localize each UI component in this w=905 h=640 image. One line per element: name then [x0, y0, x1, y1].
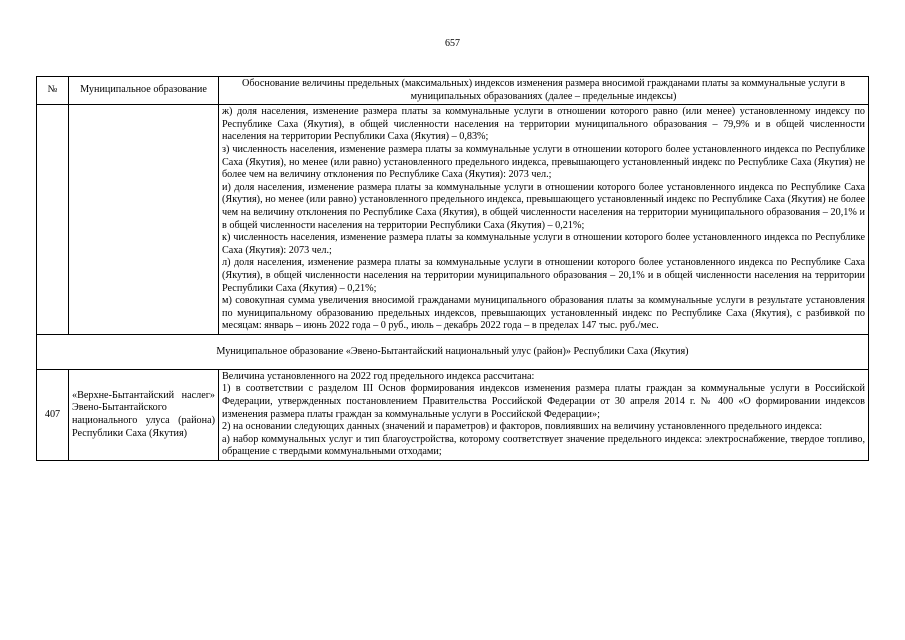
section-title: Муниципальное образование «Эвено-Бытантайский национальный улус (район)» Республики Саха (Якутия)	[37, 334, 869, 369]
table-header-row	[37, 77, 869, 105]
municipality-name: «Верхне-Бытантайский наслег» Эвено-Бытантайского национального улуса (района) Республики Саха (Якутия)	[69, 369, 219, 460]
paragraph-l: л) доля населения, изменение размера платы за коммунальные услуги в отношении которого более установленного индекса по Республике Саха (Якутия), в общей численности населения на территории муниципального образования – 20,1% и в общей численности населения на территории Республики Саха (Якутия) – 0,21%;	[222, 257, 865, 294]
paragraph-1: 1) в соответствии с разделом III Основ формирования индексов изменения размера платы граждан за коммунальные услуги в Российской Федерации, утвержденных постановлением Правительства Российской Федерации от 30 апреля 2014 г. № 400 «О формировании индексов изменения размера платы граждан за коммунальные услуги в Российской Федерации»;	[222, 383, 865, 420]
page-number: 657	[445, 38, 460, 49]
continued-justification-cell	[219, 105, 869, 335]
table-row-407	[37, 369, 869, 460]
paragraph-k: к) численность населения, изменение размера платы за коммунальные услуги в отношении которого более установленного индекса по Республике Саха (Якутия): 2073 чел.;	[222, 232, 865, 256]
paragraph-z: з) численность населения, изменение размера платы за коммунальные услуги в отношении которого более установленного индекса по Республике Саха (Якутия), но менее (или равно) установленного предельного индекса, превышающего установленный индекс по Республике Саха (Якутия) не более чем на величину отклонения по Республике Саха (Якутия): 2073 чел.;	[222, 143, 865, 181]
paragraph-2: 2) на основании следующих данных (значений и параметров) и факторов, повлиявших на величину установленного предельного индекса:	[222, 421, 823, 433]
table-row-continued	[37, 105, 869, 335]
header-number: №	[37, 77, 69, 105]
continued-number-cell	[37, 105, 69, 335]
paragraph-i: и) доля населения, изменение размера платы за коммунальные услуги в отношении которого более установленного индекса по Республике Саха (Якутия), но менее (или равно) установленного предельного индекса, превышающего установленный индекс по Республике Саха (Якутия) не более чем на величину отклонения по Республике Саха (Якутия), в общей численности населения на территории муниципального образования – 20,1% и в общей численности населения на территории Республики Саха (Якутия) – 0,21%;	[222, 181, 865, 231]
continued-municipality-cell	[69, 105, 219, 335]
paragraph-a: а) набор коммунальных услуг и тип благоустройства, которому соответствует значение предельного индекса: электроснабжение, твердое топливо, обращение с твердыми коммунальными отходами;	[222, 433, 865, 458]
paragraph-m: м) совокупная сумма увеличения вносимой гражданами муниципального образования платы за коммунальные услуги в результате установления по муниципальному образованию предельных индексов, превышающих установленный индекс по Республике Саха (Якутия), с разбивкой по месяцам: январь – июнь 2022 года – 0 руб., июль – декабрь 2022 года – в пределах 147 тыс. руб./мес.	[222, 295, 865, 332]
section-row	[37, 334, 869, 369]
justification-table	[36, 76, 869, 461]
header-justification: Обоснование величины предельных (максимальных) индексов изменения размера вносимой гражданами платы за коммунальные услуги в муниципальных образованиях (далее – предельные индексы)	[219, 77, 869, 105]
row-number: 407	[37, 369, 69, 460]
header-municipality: Муниципальное образование	[69, 77, 219, 105]
row-407-justification-cell	[219, 369, 869, 460]
paragraph-zh: ж) доля населения, изменение размера платы за коммунальные услуги в отношении которого равно (или менее) установленному индексу по Республике Саха (Якутия), в общей численности населения на территории муниципального образования – 79,9% и в общей численности населения на территории Республики Саха (Якутия) – 0,83%;	[222, 106, 865, 143]
paragraph-intro: Величина установленного на 2022 год предельного индекса рассчитана:	[222, 370, 535, 382]
